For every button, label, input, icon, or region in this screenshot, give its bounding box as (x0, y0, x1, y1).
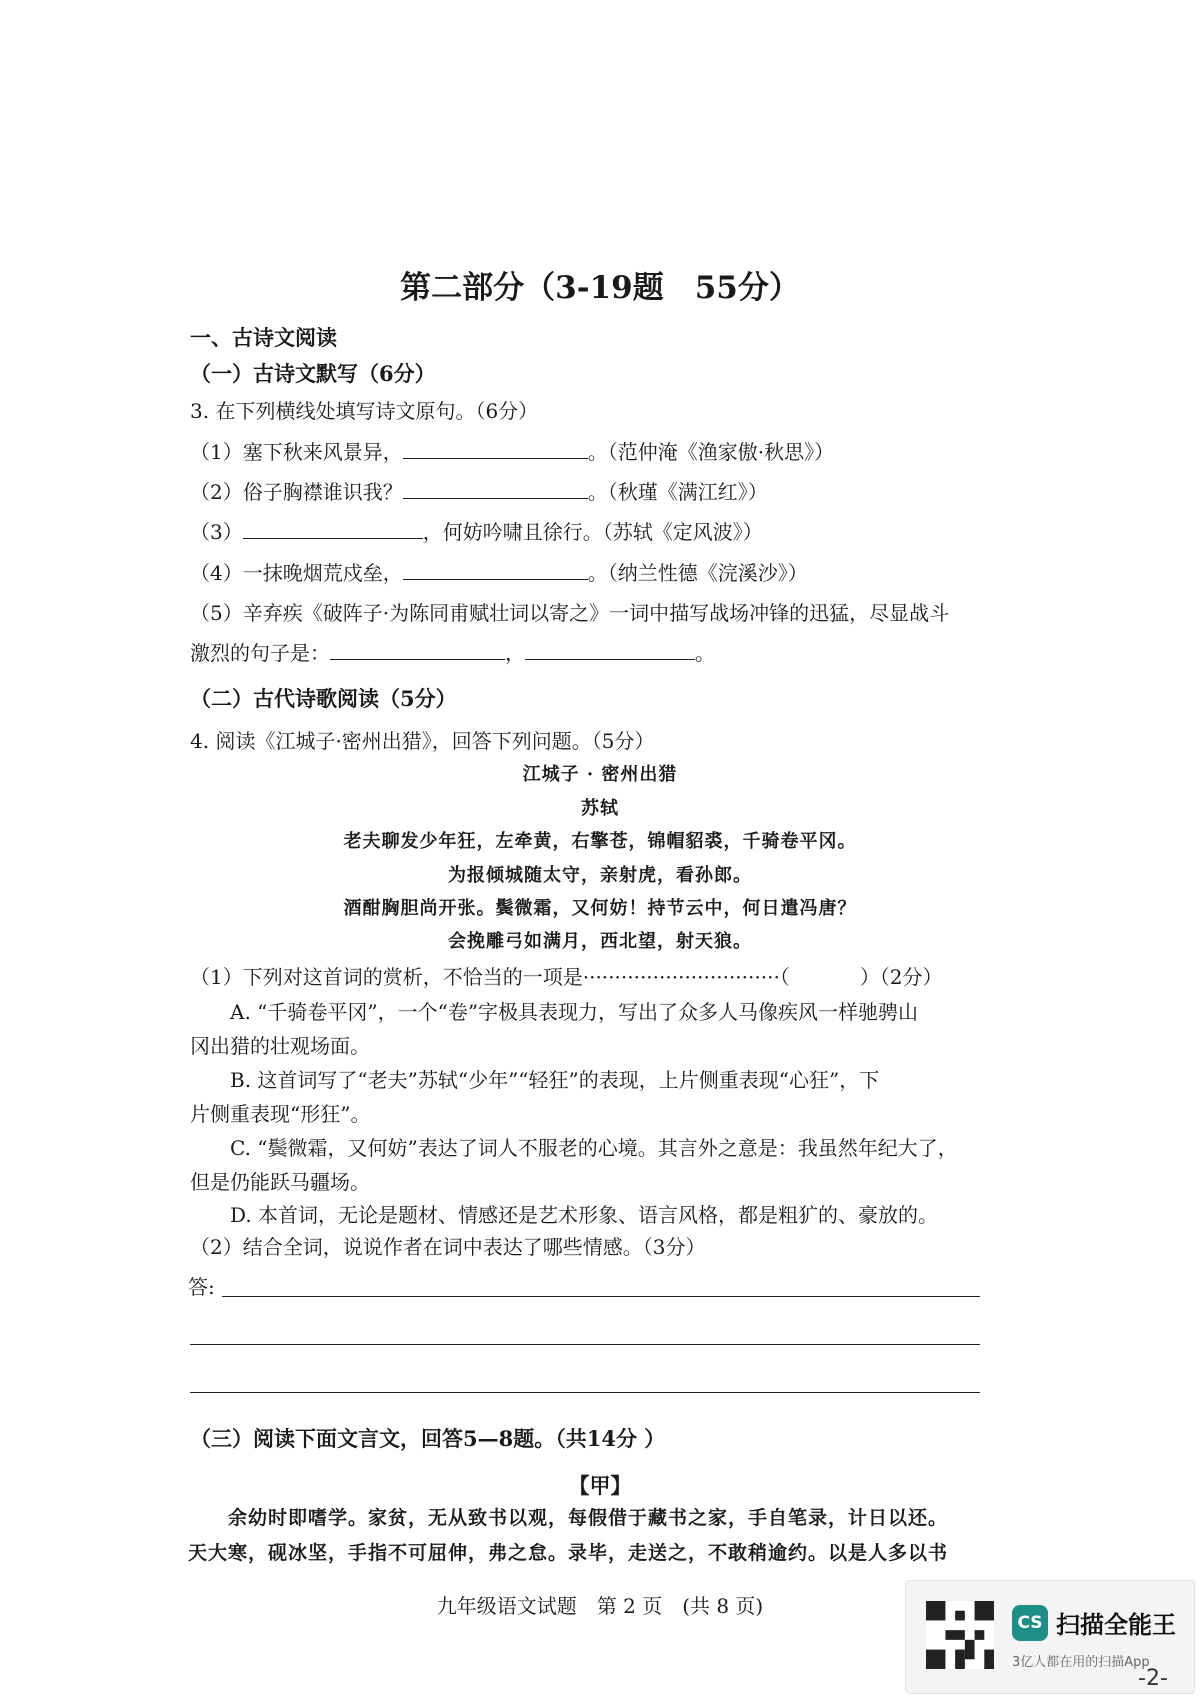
answer-line[interactable] (190, 1344, 980, 1345)
subsection-heading-dictation: （一）古诗文默写（6分） (190, 361, 436, 386)
page-mark: -2- (1138, 1666, 1168, 1691)
q3-item-3-post: ，何妨吟啸且徐行。（苏轼《定风波》） (422, 520, 763, 544)
poem-line: 酒酣胸胆尚开张。鬓微霜，又何妨！持节云中，何日遣冯唐？ (343, 898, 857, 919)
scanner-logo-icon: CS (1012, 1605, 1048, 1641)
q4-1-score: ）（2分） (859, 965, 943, 989)
scanner-tagline: 3亿人都在用的扫描App (1012, 1655, 1150, 1670)
q3-item-1 (190, 436, 834, 465)
answer-label: 答: (188, 1275, 215, 1299)
q3-item-1-pre: （1）塞下秋来风景异， (190, 440, 403, 464)
q3-item-5-line2 (190, 637, 715, 666)
q4-1-text: （1）下列对这首词的赏析，不恰当的一项是·······························（ (190, 965, 790, 989)
option-c-line2: 但是仍能跃马疆场。 (190, 1170, 370, 1194)
question-4-2-stem: （2）结合全词，说说作者在词中表达了哪些情感。（3分） (190, 1235, 706, 1259)
q3-item-4-post: 。（纳兰性德《浣溪沙》） (587, 561, 808, 585)
option-c-line1: C. “鬓微霜，又何妨”表达了词人不服老的心境。其言外之意是：我虽然年纪大了， (230, 1136, 958, 1160)
passage-label-jia: 【甲】 (568, 1473, 632, 1498)
qr-code-icon (926, 1601, 994, 1669)
option-a-line2: 冈出猎的壮观场面。 (190, 1034, 370, 1058)
question-3-stem: 3. 在下列横线处填写诗文原句。（6分） (190, 399, 539, 423)
subsection-heading-poetry-reading: （二）古代诗歌阅读（5分） (190, 686, 457, 711)
q3-item-4 (190, 557, 808, 586)
option-a-line1: A. “千骑卷平冈”，一个“卷”字极具表现力，写出了众多人马像疾风一样驰骋山 (230, 1000, 919, 1024)
option-b-line1: B. 这首词写了“老夫”苏轼“少年”“轻狂”的表现，上片侧重表现“心狂”，下 (230, 1068, 880, 1092)
q3-item-3-pre: （3） (190, 520, 243, 544)
section-heading-ancient-poetry: 一、古诗文阅读 (190, 325, 337, 350)
subsection-heading-classical-prose: （三）阅读下面文言文，回答5—8题。（共14分 ） (190, 1426, 666, 1451)
answer-line[interactable] (222, 1296, 980, 1297)
fill-blank[interactable] (330, 641, 505, 660)
fill-blank[interactable] (243, 520, 423, 539)
poem-title: 江城子 · 密州出猎 (522, 764, 678, 785)
passage-line: 余幼时即嗜学。家贫，无从致书以观，每假借于藏书之家，手自笔录，计日以还。 (228, 1507, 949, 1529)
option-d: D. 本首词，无论是题材、情感还是艺术形象、语言风格，都是粗犷的、豪放的。 (230, 1203, 939, 1227)
q3-item-4-pre: （4）一抹晚烟荒戍垒， (190, 561, 403, 585)
fill-blank[interactable] (403, 440, 588, 459)
q3-item-2 (190, 476, 768, 505)
q3-item-5-line1: （5）辛弃疾《破阵子·为陈同甫赋壮词以寄之》一词中描写战场冲锋的迅猛，尽显战斗 (190, 601, 950, 625)
q3-item-5-pre: 激烈的句子是： (190, 641, 330, 665)
fill-blank[interactable] (403, 480, 588, 499)
q3-item-3 (190, 516, 763, 545)
q3-item-5-end: 。 (695, 641, 715, 665)
q3-item-2-pre: （2）俗子胸襟谁识我？ (190, 480, 403, 504)
fill-blank[interactable] (525, 641, 695, 660)
question-4-stem: 4. 阅读《江城子·密州出猎》，回答下列问题。（5分） (190, 729, 655, 753)
fill-blank[interactable] (403, 561, 588, 580)
q3-item-1-post: 。（范仲淹《渔家傲·秋思》） (587, 440, 835, 464)
option-b-line2: 片侧重表现“形狂”。 (190, 1102, 371, 1126)
answer-line[interactable] (190, 1392, 980, 1393)
poem-line: 会挽雕弓如满月，西北望，射天狼。 (448, 931, 752, 952)
poem-line: 老夫聊发少年狂，左牵黄，右擎苍，锦帽貂裘，千骑卷平冈。 (343, 831, 857, 852)
q3-item-2-post: 。（秋瑾《满江红》） (587, 480, 768, 504)
page-title: 第二部分（3-19题 55分） (400, 270, 800, 306)
scanner-brand-name: 扫描全能王 (1056, 1611, 1176, 1639)
poem-line: 为报倾城随太守，亲射虎，看孙郎。 (448, 865, 752, 886)
page-footer: 九年级语文试题 第 2 页 (共 8 页) (436, 1594, 764, 1618)
q3-item-5-mid: ， (505, 641, 525, 665)
poem-author: 苏轼 (581, 798, 619, 819)
question-4-1-stem (190, 961, 943, 990)
passage-line: 天大寒，砚冰坚，手指不可屈伸，弗之怠。录毕，走送之，不敢稍逾约。以是人多以书 (188, 1542, 949, 1564)
